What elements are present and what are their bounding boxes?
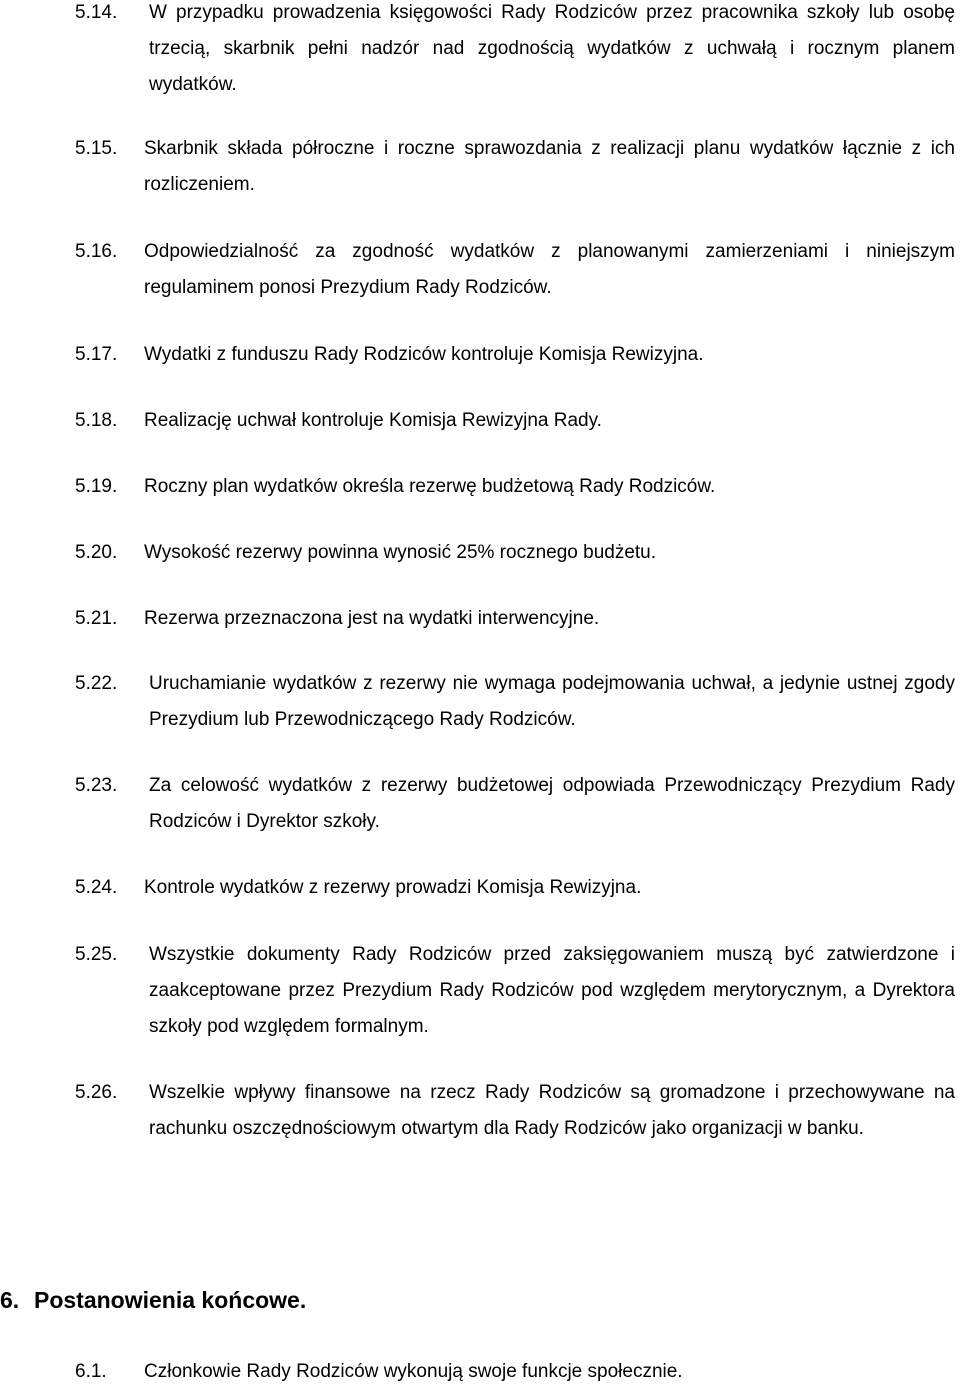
clause-number: 5.24.: [75, 877, 118, 898]
clause-text: Za celowość wydatków z rezerwy budżetowej odpowiada Przewodniczący Prezydium Rady Rodziców i Dyrektor szkoły.: [149, 775, 955, 832]
clause-number: 5.22.: [75, 673, 118, 694]
clause-text: Skarbnik składa półroczne i roczne sprawozdania z realizacji planu wydatków łącznie z ich rozliczeniem.: [144, 138, 955, 195]
clause-number: 5.16.: [75, 241, 118, 262]
clause-number: 5.21.: [75, 608, 118, 629]
section-heading: [0, 1282, 306, 1318]
clause-text: W przypadku prowadzenia księgowości Rady Rodziców przez pracownika szkoły lub osobę trzecią, skarbnik pełni nadzór nad zgodnością wydatków z uchwałą i rocznym planem wydatków.: [149, 2, 955, 95]
clause-number: 5.18.: [75, 410, 118, 431]
clause-number: 6.1.: [75, 1361, 107, 1382]
section-title: Postanowienia końcowe.: [34, 1287, 307, 1313]
clause-number: 5.23.: [75, 775, 118, 796]
clause-number: 5.20.: [75, 542, 118, 563]
clause-text: Kontrole wydatków z rezerwy prowadzi Komisja Rewizyjna.: [144, 877, 642, 898]
clause-text: Wydatki z funduszu Rady Rodziców kontroluje Komisja Rewizyjna.: [144, 344, 704, 365]
clause-number: 5.26.: [75, 1082, 118, 1103]
clause-number: 5.17.: [75, 344, 118, 365]
clause-text: Wszystkie dokumenty Rady Rodziców przed zaksięgowaniem muszą być zatwierdzone i zaakceptowane przez Prezydium Rady Rodziców pod względem merytorycznym, a Dyrektora szkoły pod względem formalnym.: [149, 944, 955, 1037]
clause-number: 5.14.: [75, 2, 118, 23]
clause-text: Członkowie Rady Rodziców wykonują swoje funkcje społecznie.: [144, 1361, 683, 1382]
clause-number: 5.25.: [75, 944, 118, 965]
clause-text: Uruchamianie wydatków z rezerwy nie wymaga podejmowania uchwał, a jedynie ustnej zgody Prezydium lub Przewodniczącego Rady Rodziców.: [149, 673, 955, 730]
clause-text: Wysokość rezerwy powinna wynosić 25% rocznego budżetu.: [144, 542, 657, 563]
clause-number: 5.19.: [75, 476, 118, 497]
clause-text: Rezerwa przeznaczona jest na wydatki interwencyjne.: [144, 608, 600, 629]
clause-text: Wszelkie wpływy finansowe na rzecz Rady Rodziców są gromadzone i przechowywane na rachunku oszczędnościowym otwartym dla Rady Rodziców jako organizacji w banku.: [149, 1082, 955, 1139]
clause-number: 5.15.: [75, 138, 118, 159]
clause-text: Roczny plan wydatków określa rezerwę budżetową Rady Rodziców.: [144, 476, 716, 497]
clause-text: Realizację uchwał kontroluje Komisja Rewizyjna Rady.: [144, 410, 602, 431]
clause-text: Odpowiedzialność za zgodność wydatków z planowanymi zamierzeniami i niniejszym regulaminem ponosi Prezydium Rady Rodziców.: [144, 241, 955, 298]
section-number: 6.: [0, 1287, 20, 1313]
